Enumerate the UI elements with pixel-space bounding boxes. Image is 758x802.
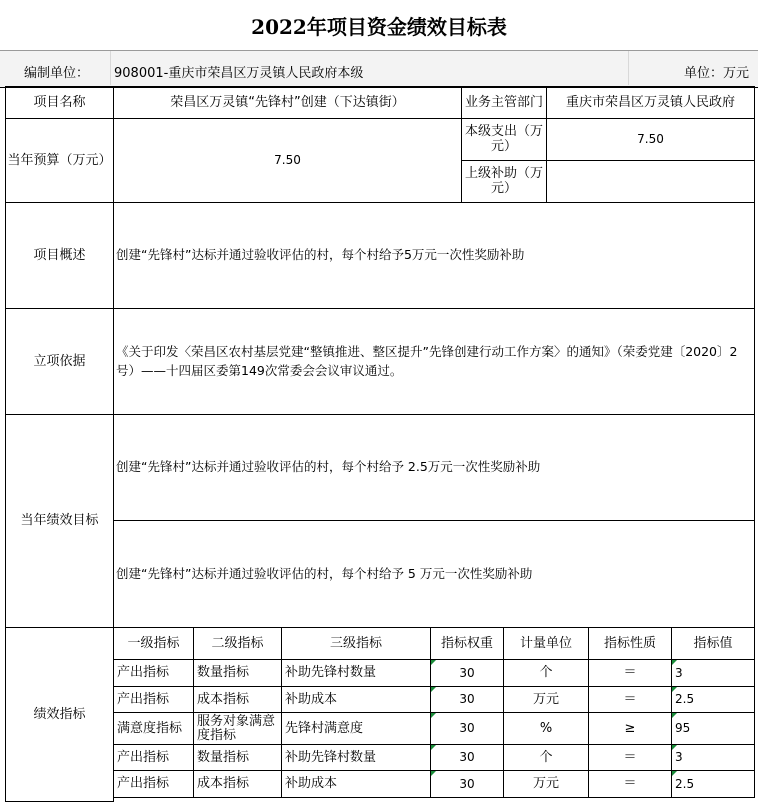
col-header-level1: 一级指标 (113, 627, 194, 660)
col-header-unit: 计量单位 (503, 627, 589, 660)
table-row-unit: 万元 (503, 686, 589, 713)
table-row-value: 95 (671, 712, 755, 745)
table-row-value: 3 (671, 744, 755, 771)
unit-label: 单位：万元 (684, 66, 750, 81)
overview-text: 创建“先锋村”达标并通过验收评估的村，每个村给予5万元一次性奖励补助 (113, 202, 755, 309)
unit-row (0, 50, 758, 88)
upper-subsidy-value (546, 160, 755, 203)
upper-subsidy-label: 上级补助（万元） (461, 160, 547, 203)
table-row-weight: 30 (430, 744, 504, 771)
table-row-level3: 先锋村满意度 (281, 712, 431, 745)
table-row-level1: 满意度指标 (113, 712, 194, 745)
dept-value: 重庆市荣昌区万灵镇人民政府 (546, 86, 755, 119)
org-value: 908001-重庆市荣昌区万灵镇人民政府本级 (114, 66, 364, 81)
dept-label: 业务主管部门 (461, 86, 547, 119)
table-row-level2: 数量指标 (193, 744, 282, 771)
budget-label: 当年预算（万元） (5, 118, 114, 203)
indicator-label: 绩效指标 (5, 627, 114, 802)
table-row-unit: 个 (503, 659, 589, 687)
table-row-level3: 补助成本 (281, 770, 431, 798)
table-row-level3: 补助先锋村数量 (281, 744, 431, 771)
col-header-level3: 三级指标 (281, 627, 431, 660)
col-header-weight: 指标权重 (430, 627, 504, 660)
table-row-level3: 补助先锋村数量 (281, 659, 431, 687)
table-row-weight: 30 (430, 659, 504, 687)
table-row-level2: 服务对象满意度指标 (193, 712, 282, 745)
project-name-label: 项目名称 (5, 86, 114, 119)
goal-text-2: 创建“先锋村”达标并通过验收评估的村，每个村给予 5 万元一次性奖励补助 (113, 520, 755, 628)
table-row-nature: ＝ (588, 659, 672, 687)
basis-text: 《关于印发〈荣昌区农村基层党建“整镇推进、整区提升”先锋创建行动工作方案〉的通知》（荣委党建〔2020〕2号）——十四届区委第149次常委会会议审议通过。 (113, 308, 755, 415)
overview-label: 项目概述 (5, 202, 114, 309)
budget-value: 7.50 (113, 118, 462, 203)
local-expense-label: 本级支出（万元） (461, 118, 547, 161)
table-row-level2: 成本指标 (193, 770, 282, 798)
table-row-weight: 30 (430, 686, 504, 713)
col-header-level2: 二级指标 (193, 627, 282, 660)
goal-label: 当年绩效目标 (5, 414, 114, 628)
org-label: 编制单位： (24, 66, 90, 81)
table-row-level1: 产出指标 (113, 744, 194, 771)
table-row-level1: 产出指标 (113, 659, 194, 687)
table-row-nature: ＝ (588, 770, 672, 798)
table-row-value: 2.5 (671, 770, 755, 798)
page-title: 2022年项目资金绩效目标表 (0, 0, 758, 51)
table-row-level2: 成本指标 (193, 686, 282, 713)
table-row-nature: ≥ (588, 712, 672, 745)
table-row-unit: 万元 (503, 770, 589, 798)
table-row-level3: 补助成本 (281, 686, 431, 713)
table-row-weight: 30 (430, 712, 504, 745)
local-expense-value: 7.50 (546, 118, 755, 161)
table-row-level1: 产出指标 (113, 686, 194, 713)
col-header-nature: 指标性质 (588, 627, 672, 660)
col-header-value: 指标值 (671, 627, 755, 660)
table-row-value: 3 (671, 659, 755, 687)
project-name-value: 荣昌区万灵镇“先锋村”创建（下达镇街） (113, 86, 462, 119)
table-row-nature: ＝ (588, 744, 672, 771)
table-row-unit: % (503, 712, 589, 745)
table-row-value: 2.5 (671, 686, 755, 713)
table-row-nature: ＝ (588, 686, 672, 713)
table-row-level2: 数量指标 (193, 659, 282, 687)
table-row-unit: 个 (503, 744, 589, 771)
goal-text-1: 创建“先锋村”达标并通过验收评估的村，每个村给予 2.5万元一次性奖励补助 (113, 414, 755, 521)
table-row-level1: 产出指标 (113, 770, 194, 798)
basis-label: 立项依据 (5, 308, 114, 415)
table-row-weight: 30 (430, 770, 504, 798)
